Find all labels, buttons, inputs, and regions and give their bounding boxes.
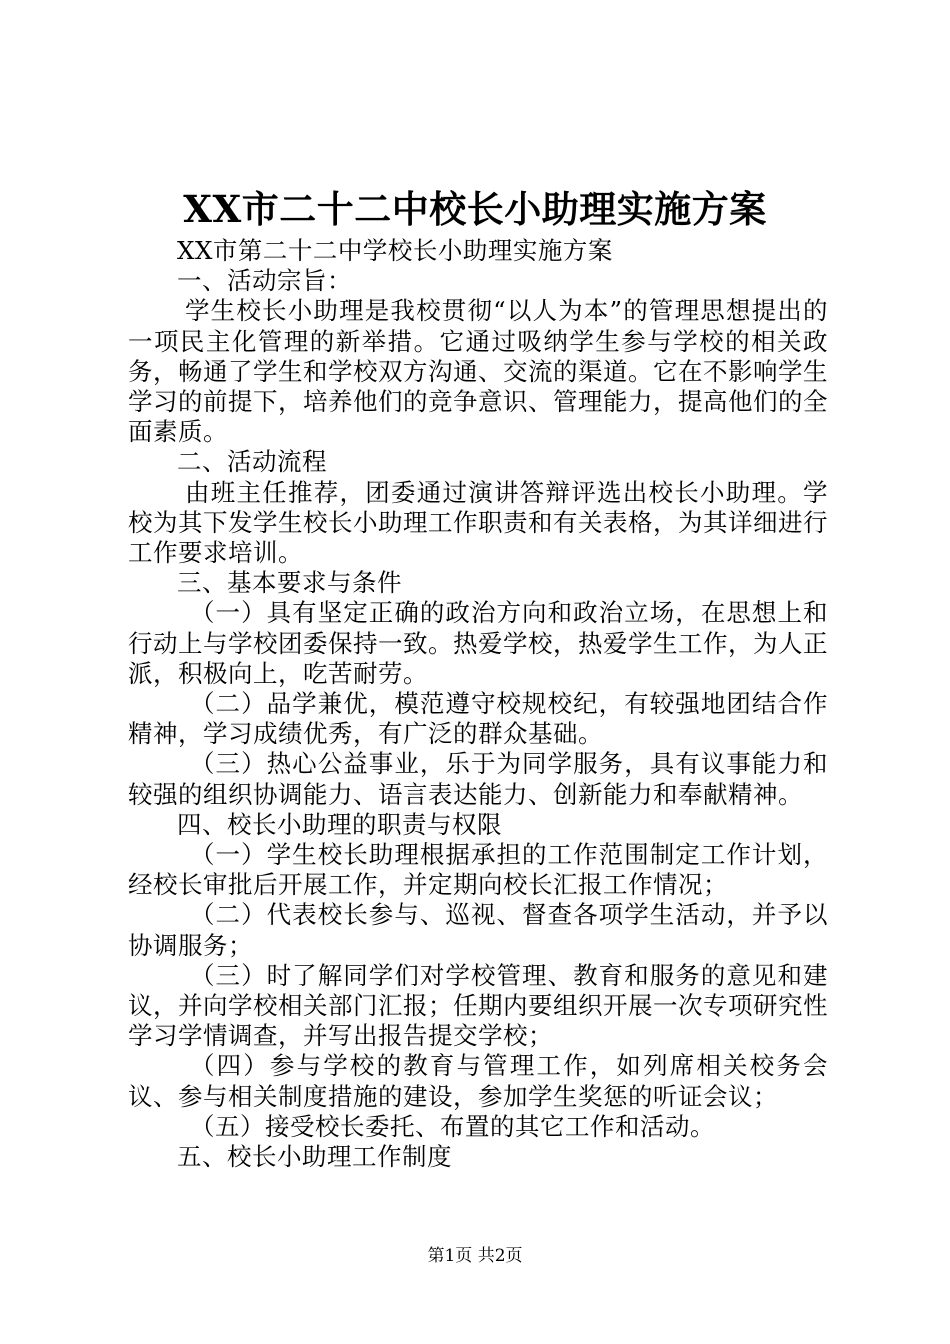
duty-item-3: （三）时了解同学们对学校管理、教育和服务的意见和建议，并向学校相关部门汇报；任期内要组织开展一次专项研究性学习学情调查，并写出报告提交学校； [128, 960, 828, 1051]
duty-item-2: （二）代表校长参与、巡视、督查各项学生活动，并予以协调服务； [128, 900, 828, 960]
paragraph-process: 由班主任推荐，团委通过演讲答辩评选出校长小助理。学校为其下发学生校长小助理工作职责和有关表格，为其详细进行工作要求培训。 [128, 477, 828, 568]
section-heading-2: 二、活动流程 [177, 447, 327, 477]
duty-item-1: （一）学生校长助理根据承担的工作范围制定工作计划，经校长审批后开展工作，并定期向校长汇报工作情况； [128, 840, 828, 900]
requirement-item-1: （一）具有坚定正确的政治方向和政治立场，在思想上和行动上与学校团委保持一致。热爱学校，热爱学生工作，为人正派，积极向上，吃苦耐劳。 [128, 598, 828, 688]
requirement-item-2: （二）品学兼优，模范遵守校规校纪，有较强地团结合作精神，学习成绩优秀，有广泛的群众基础。 [128, 689, 828, 749]
document-title: XX市二十二中校长小助理实施方案 [183, 187, 767, 231]
section-heading-5: 五、校长小助理工作制度 [177, 1142, 452, 1172]
page-number-footer: 第1页 共2页 [427, 1246, 523, 1266]
document-body [128, 236, 828, 1172]
paragraph-purpose: 学生校长小助理是我校贯彻“以人为本”的管理思想提出的一项民主化管理的新举措。它通过吸纳学生参与学校的相关政务，畅通了学生和学校双方沟通、交流的渠道。它在不影响学生学习的前提下，培养他们的竞争意识、管理能力，提高他们的全面素质。 [128, 296, 828, 447]
section-heading-1: 一、活动宗旨： [177, 266, 352, 296]
subtitle-paragraph: XX市第二十二中学校长小助理实施方案 [177, 236, 613, 265]
requirement-item-3: （三）热心公益事业，乐于为同学服务，具有议事能力和较强的组织协调能力、语言表达能力、创新能力和奉献精神。 [128, 749, 828, 809]
section-heading-3: 三、基本要求与条件 [177, 568, 402, 598]
section-heading-4: 四、校长小助理的职责与权限 [177, 809, 502, 839]
duty-item-4: （四）参与学校的教育与管理工作，如列席相关校务会议、参与相关制度措施的建设，参加学生奖惩的听证会议； [128, 1051, 828, 1111]
duty-item-5: （五）接受校长委托、布置的其它工作和活动。 [190, 1111, 715, 1141]
